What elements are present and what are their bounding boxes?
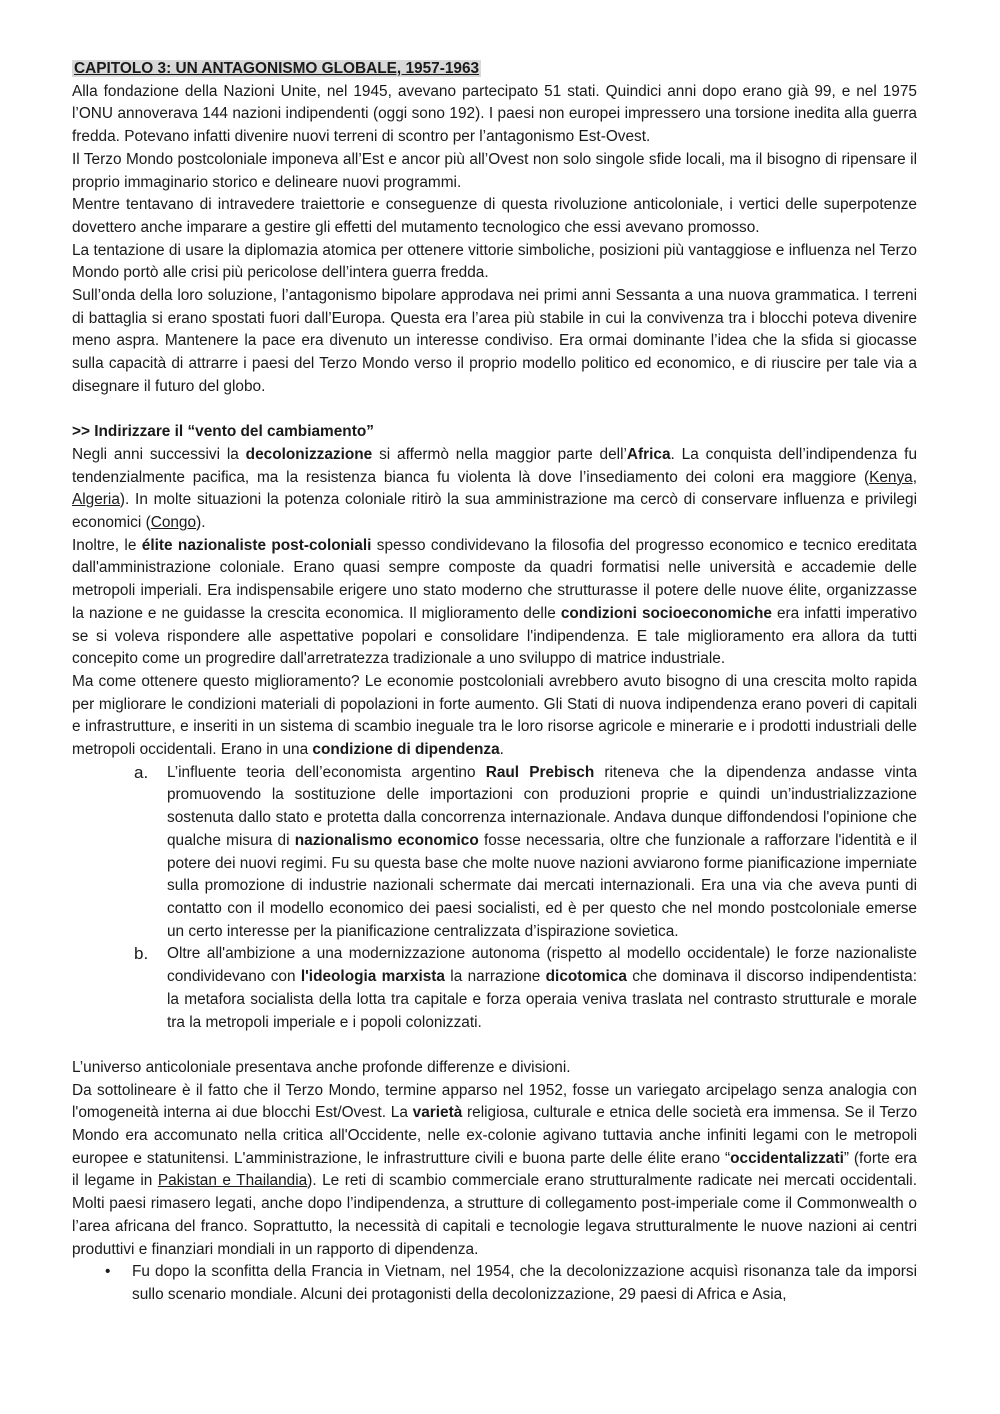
divisions-paragraph: L’universo anticoloniale presentava anche profonde differenze e divisioni. [72, 1058, 571, 1076]
text-run: la narrazione [444, 968, 546, 986]
underlined-term: Kenya, Algeria [72, 468, 917, 509]
bullet-list [72, 1261, 917, 1306]
bold-term: élite nazionaliste post-coloniali [141, 536, 372, 554]
bold-term: condizioni socioeconomiche [560, 604, 772, 622]
text-run: Negli anni successivi la [72, 445, 246, 463]
text-run: riteneva che la dipendenza andasse vinta promuovendo la sostituzione delle importazioni con produzioni proprie e quindi un’industrializzazione sostenuta dallo stato e protetta dalla concorrenza internazionale. Andava dunque diffondendosi l'opinione che qualche misura di [167, 763, 918, 849]
text-run: . La conquista dell’indipendenza fu tendenzialmente pacifica, ma la resistenza bianca fu violenta là dove l’insediamento dei coloni era maggiore ( [72, 445, 917, 486]
document-page [72, 58, 917, 1307]
underlined-term: Congo [150, 514, 197, 532]
underlined-term: Pakistan e Thailandia [157, 1172, 308, 1190]
section-heading: >> Indirizzare il “vento del cambiamento” [72, 423, 374, 441]
list-item [72, 1261, 917, 1306]
bold-term: occidentalizzati [730, 1149, 844, 1167]
intro-paragraph-2: Il Terzo Mondo postcoloniale imponeva all’Est e ancor più all’Ovest non solo singole sfide locali, ma il bisogno di ripensare il proprio immaginario storico e delineare nuovi programmi. [72, 150, 917, 191]
elite-paragraph [72, 535, 917, 671]
intro-paragraph-5: Sull’onda della loro soluzione, l’antagonismo bipolare approdava nei primi anni Sessanta a una nuova grammatica. I terreni di battaglia si erano spostati fuori dall’Europa. Questa era l’area più stabile in cui la convivenza tra i blocchi poteva divenire meno aspra. Mantenere la pace era divenuto un interesse condiviso. Era ormai dominante l’idea che la sfida si giocasse sulla capacità di attrarre i paesi del Terzo Mondo verso il proprio modello politico ed economico, e di riuscire per tale via a disegnare il futuro del globo. [72, 287, 917, 395]
text-run: era infatti imperativo se si voleva rispondere alle aspettative popolari e consolidare l'indipendenza. E tale miglioramento era allora da tutti concepito come un progredire dall'arretratezza tradizionale a uno sviluppo di matrice industriale. [72, 604, 917, 668]
text-run: Inoltre, le [72, 536, 142, 554]
chapter-title: CAPITOLO 3: UN ANTAGONISMO GLOBALE, 1957-1963 [74, 60, 480, 77]
text-run: Ma come ottenere questo miglioramento? Le economie postcoloniali avrebbero avuto bisogno di una crescita molto rapida per migliorare le condizioni materiali di popolazioni in forte aumento. Gli Stati di nuova indipendenza erano poveri di capitali e infrastrutture, e inseriti in un sistema di scambio ineguale tra le loro risorse agricole e minerarie e i prodotti industriali delle metropoli occidentali. Erano in una [72, 672, 917, 759]
list-marker: a. [134, 762, 149, 782]
dependency-paragraph [72, 671, 917, 762]
text-run: si affermò nella maggior parte dell’ [372, 445, 627, 463]
lettered-list [72, 762, 917, 1034]
list-item [72, 943, 917, 1034]
intro-paragraph-1: Alla fondazione della Nazioni Unite, nel 1945, avevano partecipato 51 stati. Quindici anni dopo erano già 99, e nel 1975 l’ONU annoverava 144 nazioni indipendenti (oggi sono 192). I paesi non europei impressero una torsione inedita alla guerra fredda. Potevano infatti divenire nuovi terreni di scontro per l’antagonismo Est-Ovest. [72, 82, 917, 146]
text-run: fosse necessaria, oltre che funzionale a rafforzare l'identità e il potere dei nuovi regimi. Fu su questa base che molte nuove nazioni avviarono forme pianificazione imperniate sulla promozione di industrie nazionali schermate dai mercati internazionali. Era una via che aveva punti di contatto con il modello economico dei paesi socialisti, ed è per questo che nel mondo postcoloniale emerse un certo interesse per la pianificazione centralizzata d’ispirazione sovietica. [167, 831, 917, 940]
text-run: Oltre all'ambizione a una modernizzazione autonoma (rispetto al modello occidentale) le forze nazionaliste condividevano con [167, 945, 917, 986]
bold-term: decolonizzazione [245, 445, 373, 463]
text-run: che dominava il discorso indipendentista: la metafora socialista della lotta tra capitale e forza operaia veniva traslata nel contrasto strutturale e morale tra la metropoli imperiale e i popoli colonizzati. [167, 968, 917, 1031]
intro-paragraph-3: Mentre tentavano di intravedere traiettorie e conseguenze di questa rivoluzione anticoloniale, i vertici delle superpotenze dovettero anche imparare a gestire gli effetti del mutamento tecnologico che essi avevano promosso. [72, 196, 917, 236]
text-run: Fu dopo la sconfitta della Francia in Vietnam, nel 1954, che la decolonizzazione acquisì risonanza tale da imporsi sullo scenario mondiale. Alcuni dei protagonisti della decolonizzazione, 29 paesi di Africa e Asia, [132, 1263, 917, 1303]
bullet-icon: • [105, 1263, 111, 1281]
text-run: ). [196, 514, 206, 532]
third-world-paragraph [72, 1080, 917, 1262]
text-run: L’influente teoria dell’economista argentino [167, 763, 486, 781]
bold-term: condizione di dipendenza [312, 741, 500, 759]
text-run: Da sottolineare è il fatto che il Terzo Mondo, termine apparso nel 1952, fosse un variegato arcipelago senza analogia con l'omogeneità interna ai due blocchi Est/Ovest. La [72, 1081, 917, 1122]
text-run: ). In molte situazioni la potenza coloniale ritirò la sua amministrazione ma cercò di conservare influenza e privilegi economici ( [72, 491, 917, 532]
bold-term: dicotomica [545, 968, 627, 986]
text-run: . [499, 741, 504, 759]
bold-term: Raul Prebisch [485, 763, 595, 781]
chapter-title-line [72, 58, 917, 81]
text-run: religiosa, culturale e etnica delle società era immensa. Se il Terzo Mondo era accomunato nella critica all'Occidente, nelle ex-colonie agivano tuttavia anche infiniti legami con le metropoli europee e statunitensi. L'amministrazione, le infrastrutture civili e buona parte delle élite erano “ [72, 1104, 918, 1167]
text-run: spesso condividevano la filosofia del progresso economico e tecnico ereditata dall'amministrazione coloniale. Erano quasi sempre composte da quadri formatisi nelle università e accademie delle metropoli imperiali. Era indispensabile erigere uno stato moderno che strutturasse il potere delle nuove élite, organizzasse la nazione e ne guidasse la crescita economica. Il miglioramento delle [72, 536, 917, 622]
bold-term: l'ideologia marxista [300, 968, 445, 986]
decolonization-paragraph [72, 444, 917, 535]
bold-term: Africa [626, 445, 671, 463]
bold-term: nazionalismo economico [294, 831, 479, 849]
spacer [72, 399, 917, 422]
list-item [72, 762, 917, 944]
text-run: ). Le reti di scambio commerciale erano strutturalmente radicate nei mercati occidentali. Molti paesi rimasero legati, anche dopo l’indipendenza, a strutture di collegamento post-imperiale come il Commonwealth o l’area africana del franco. Soprattutto, la necessità di capitali e tecnologie legava strutturalmente le nuove nazioni ai centri produttivi e finanziari mondiali in un rapporto di dipendenza. [72, 1172, 918, 1258]
list-marker: b. [134, 944, 149, 964]
intro-paragraph-4: La tentazione di usare la diplomazia atomica per ottenere vittorie simboliche, posizioni più vantaggiose e influenza nel Terzo Mondo portò alle crisi più pericolose dell’intera guerra fredda. [72, 241, 917, 282]
spacer [72, 1034, 917, 1057]
bold-term: varietà [412, 1104, 463, 1122]
text-run: ” (forte era il legame in [72, 1149, 917, 1190]
